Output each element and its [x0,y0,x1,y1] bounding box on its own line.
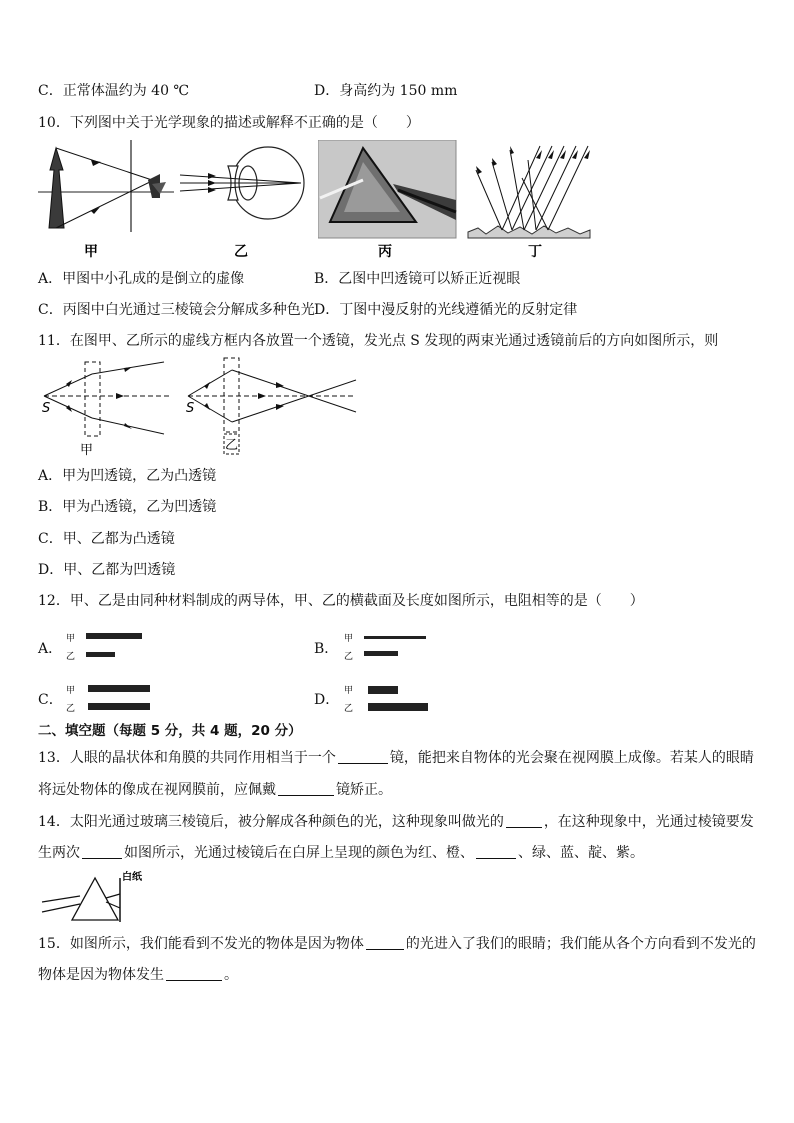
q15-text-1b: 的光进入了我们的眼睛；我们能从各个方向看到不发光的 [405,936,756,952]
q12-c-label-jia: 甲 [66,686,76,696]
q12-c-label-yi: 乙 [66,704,76,714]
q14-text-2a: 生两次 [38,845,80,861]
q10-option-d: D．丁图中漫反射的光线遵循光的反射定律 [314,302,578,318]
q11-s-yi: S [186,401,195,416]
q13-text-2a: 将远处物体的像成在视网膜前，应佩戴 [38,782,276,798]
q14-figure-prism [40,868,175,928]
q14-line2 [38,843,644,863]
q13-blank-1[interactable] [338,749,388,764]
q15-text-2a: 物体是因为物体发生 [38,967,164,983]
q12-figure-d [342,682,442,718]
q10-option-a: A．甲图中小孔成的是倒立的虚像 [38,271,245,287]
q15-text-1a: 15．如图所示，我们能看到不发光的物体是因为物体 [38,936,364,952]
q13-text-1a: 13．人眼的晶状体和角膜的共同作用相当于一个 [38,750,336,766]
q14-text-2b: 如图所示，光通过棱镜后在白屏上呈现的颜色为红、橙、 [124,845,474,861]
q12-figure-b [342,630,442,666]
q11-option-c: C．甲、乙都为凸透镜 [38,531,175,547]
q15-line2 [38,965,238,985]
q14-text-1b: ，在这种现象中，光通过棱镜要发 [543,814,754,830]
q14-blank-2[interactable] [82,844,122,859]
q10-fig-label-yi: 乙 [234,244,248,260]
q10-figure-jia [36,140,176,265]
q12-option-a-letter: A． [38,641,63,657]
q14-blank-1[interactable] [506,813,542,828]
q15-blank-2[interactable] [166,966,222,981]
q15-text-2b: 。 [224,967,238,983]
q10-fig-label-ding: 丁 [528,244,542,260]
q10-option-c: C．丙图中白光通过三棱镜会分解成多种色光 [38,302,315,318]
q12-d-label-jia: 甲 [344,686,354,696]
q12-b-label-yi: 乙 [344,652,354,662]
q15-blank-1[interactable] [366,935,404,950]
q11-option-b: B．甲为凸透镜，乙为凹透镜 [38,499,217,515]
q10-option-b: B．乙图中凹透镜可以矫正近视眼 [314,271,521,287]
q11-fig-label-yi: 乙 [225,438,239,453]
q12-b-label-jia: 甲 [344,634,354,644]
q12-option-c-letter: C． [38,692,63,708]
q10-stem: 10．下列图中关于光学现象的描述或解释不正确的是（ ） [38,115,420,131]
q14-text-1a: 14．太阳光通过玻璃三棱镜后，被分解成各种颜色的光，这种现象叫做光的 [38,814,504,830]
q11-stem: 11．在图甲、乙所示的虚线方框内各放置一个透镜，发光点 S 发现的两束光通过透镜前后的方向如图所示，则 [38,333,719,349]
q10-fig-label-jia: 甲 [84,244,98,260]
q11-option-a: A．甲为凹透镜，乙为凸透镜 [38,468,217,484]
q13-line1 [38,748,754,768]
q11-fig-label-jia: 甲 [80,443,94,458]
q11-figure [36,356,366,461]
q14-line1 [38,812,754,832]
q13-text-2b: 镜矫正。 [336,782,392,798]
q13-blank-2[interactable] [278,781,334,796]
q12-d-label-yi: 乙 [344,704,354,714]
q12-a-label-yi: 乙 [66,652,76,662]
q13-text-1b: 镜，能把来自物体的光会聚在视网膜上成像。若某人的眼睛 [389,750,754,766]
q11-s-jia: S [42,401,51,416]
q12-figure-a [64,630,164,666]
q12-stem: 12．甲、乙是由同种材料制成的两导体，甲、乙的横截面及长度如图所示，电阻相等的是（ ） [38,593,644,609]
q10-figure-bing [318,140,458,265]
q14-blank-3[interactable] [476,844,516,859]
section-heading-fill-in: 二、填空题（每题 5 分，共 4 题，20 分） [38,723,302,739]
q14-fig-label-white-paper: 白纸 [122,872,142,883]
q10-fig-label-bing: 丙 [378,244,392,260]
q10-figure-ding [462,140,597,265]
q10-figure-yi [178,140,308,265]
q11-option-d: D．甲、乙都为凹透镜 [38,562,176,578]
q9-option-c: C．正常体温约为 40 ℃ [38,83,190,99]
q12-option-d-letter: D． [314,692,340,708]
q12-figure-c [64,682,164,718]
q14-text-2c: 、绿、蓝、靛、紫。 [518,845,644,861]
q12-a-label-jia: 甲 [66,634,76,644]
q9-option-d: D．身高约为 150 mm [314,83,458,99]
q13-line2 [38,780,392,800]
q15-line1 [38,934,756,954]
q12-option-b-letter: B． [314,641,339,657]
